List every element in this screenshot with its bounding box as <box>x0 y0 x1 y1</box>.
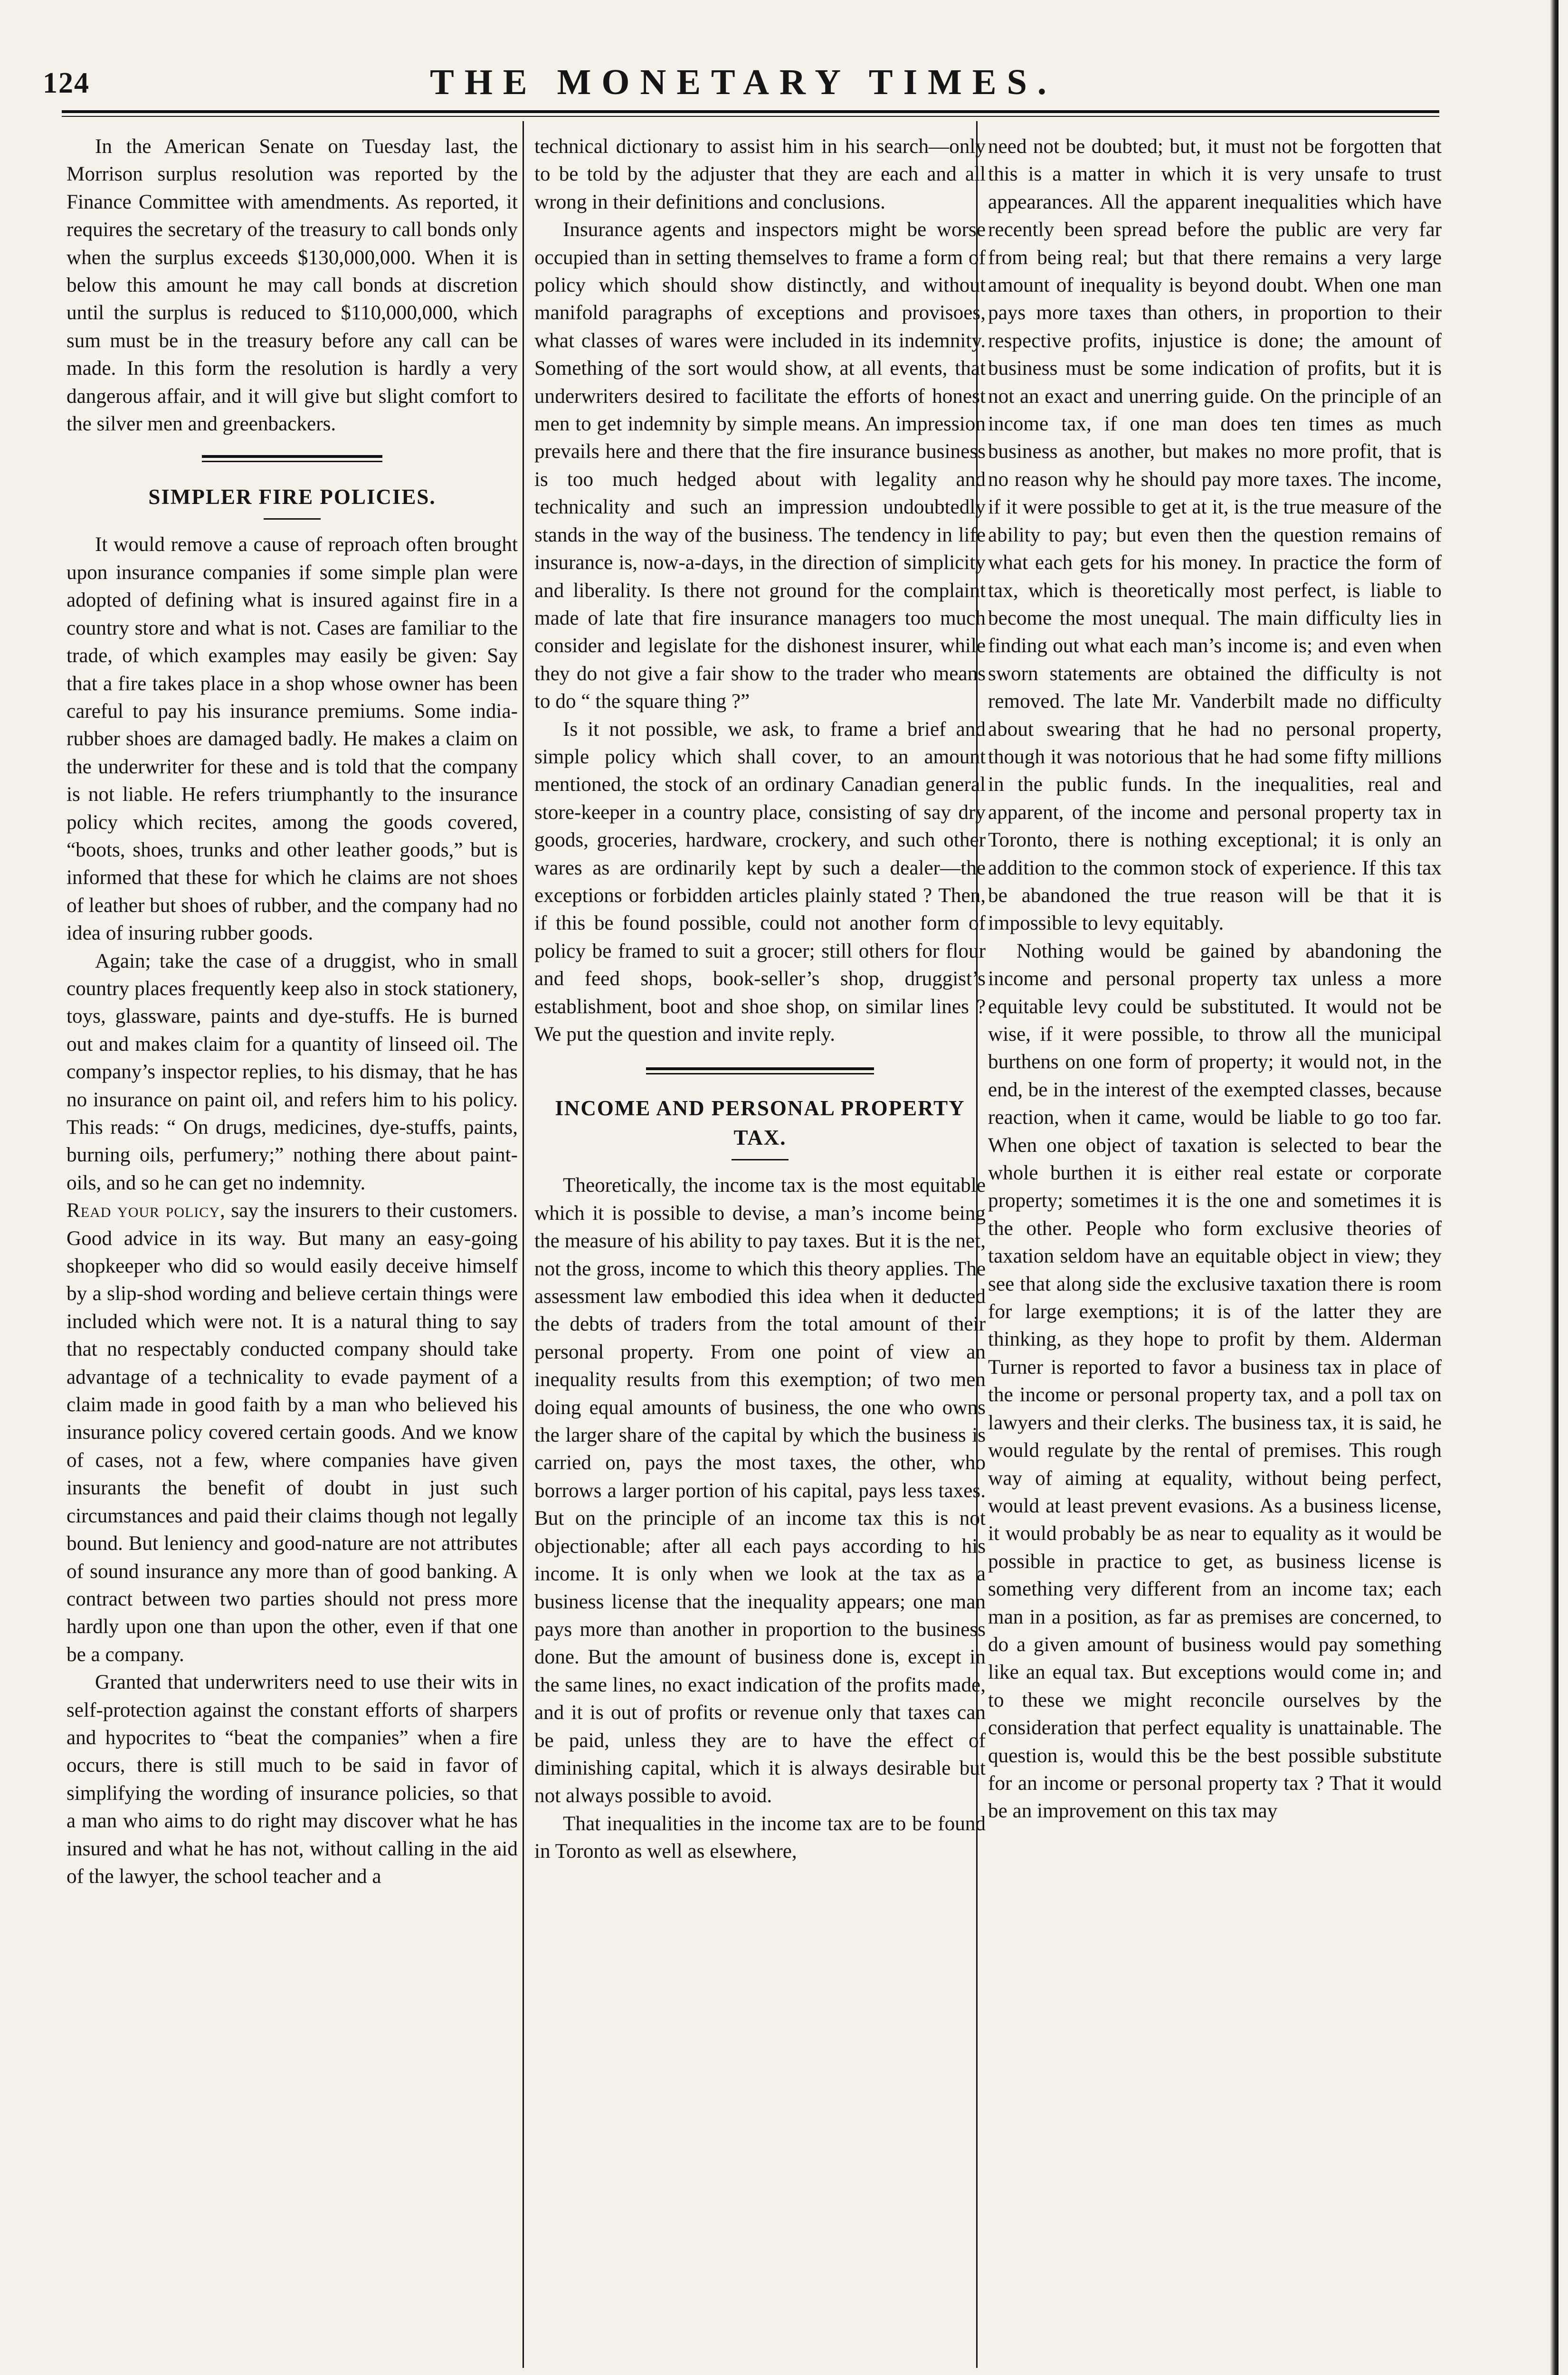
journal-title: THE MONETARY TIMES. <box>430 62 1057 102</box>
heading-rule <box>264 518 321 520</box>
column-left <box>67 133 518 2361</box>
article-paragraph: Is it not possible, we ask, to frame a brief and simple policy which shall cover, to an amount mentioned, the stock of an ordinary Canadian general store-keeper in a country place, consisting of say dry goods, groceries, hardware, crockery, and such other wares as are ordinarily kept by such a dealer—the exceptions or forbidden articles plainly stated ? Then, if this be found possible, could not another form of policy be framed to suit a grocer; still others for flour and feed shops, book-seller’s shop, druggist’s establishment, boot and shoe shop, on similar lines ? We put the question and invite reply. <box>534 718 986 1045</box>
page-edge-shadow <box>1550 0 1558 2375</box>
article-paragraph <box>67 1197 518 1669</box>
paragraph-text: say the insurers to their customers. Good advice in its way. But many an easy-going shopkeeper who did so would easily deceive himself by a slip-shod wording and believe certain things were included which were not. It is a natural thing to say that no respectably conducted company should take advantage of a technicality to evade payment of a claim made in good faith by a man who believed his insurance policy covered certain goods. And we know of cases, not a few, where companies have given insurants the benefit of doubt in just such circumstances and paid their claims though not legally bound. But leniency and good-nature are not attributes of sound insurance any more than of good banking. A contract between two parties should not press more hardly upon one than upon the other, even if that one be a company. <box>67 1199 518 1666</box>
article-paragraph: That inequalities in the income tax are to be found in Toronto as well as elsewhere, <box>534 1812 986 1863</box>
section-divider <box>646 1067 874 1074</box>
senate-paragraph: In the American Senate on Tuesday last, the Morrison surplus resolution was reported by the Finance Committee with amendments. As reported, it requires the secretary of the treasury to call bonds only when the surplus exceeds $130,000,000. When it is below this amount he may call bonds at discretion until the surplus is reduced to $110,000,000, which sum must be in the treasury before any call can be made. In this form the resolution is hardly a very dangerous affair, and it will give but slight comfort to the silver men and greenbackers. <box>67 135 518 436</box>
article-paragraph: Insurance agents and inspectors might be worse occupied than in setting themselves to frame a form of policy which should show distinctly, and without manifold paragraphs of exceptions and provisoes, what classes of wares were included in its indemnity. Something of the sort would show, at all events, that underwriters desired to facilitate the efforts of honest men to get indemnity by simple means. An impression prevails here and there that the fire insurance business is too much hedged about with legality and technicality and such an impression undoubtedly stands in the way of the business. The tendency in life insurance is, now-a-days, in the direction of simplicity and liberality. Is there not ground for the complaint made of late that fire insurance managers too much consider and legislate for the dishonest insurer, while they do not give a fair show to the trader who means to do “ the square thing ?” <box>534 218 986 713</box>
masthead-rule <box>62 110 1439 117</box>
smallcaps-phrase: Read your policy, <box>67 1199 226 1222</box>
article-paragraph: It would remove a cause of reproach often brought upon insurance companies if some simple plan were adopted of defining what is insured against fire in a country store and what is not. Cases are familiar to the trade, of which examples may easily be given: Say that a fire takes place in a shop whose owner has been careful to pay his insurance premiums. Some india-rubber shoes are damaged badly. He makes a claim on the underwriter for these and is told that the company is not liable. He refers triumphantly to the insurance policy which recites, among the goods covered, “boots, shoes, trunks and other leather goods,” but is informed that these for which he claims are not shoes of leather but shoes of rubber, and the company had no idea of insuring rubber goods. <box>67 533 518 945</box>
article-paragraph: Again; take the case of a druggist, who in small country places frequently keep also in stock stationery, toys, glassware, paints and dye-stuffs. He is burned out and makes claim for a quantity of linseed oil. The company’s inspector replies, to his dismay, that he has no insurance on paint oil, and refers him to his policy. This reads: “ On drugs, medicines, dye-stuffs, paints, burning oils, perfumery;” nothing there about paint-oils, and so he can get no indemnity. <box>67 950 518 1194</box>
column-right <box>988 133 1442 2361</box>
page-number: 124 <box>43 67 90 99</box>
column-middle <box>534 133 986 2361</box>
article-heading-fire-policies: SIMPLER FIRE POLICIES. <box>148 485 436 509</box>
section-divider <box>202 455 382 462</box>
article-paragraph: Granted that underwriters need to use their wits in self-protection against the constant efforts of sharpers and hypocrites to “beat the companies” when a fire occurs, there is still much to be said in favor of simplifying the wording of insurance policies, so that a man who aims to do right may discover what he has insured and what he has not, without calling in the aid of the lawyer, the school teacher and a <box>67 1671 518 1888</box>
article-paragraph: Nothing would be gained by abandoning the income and personal property tax unless a more equitable levy could be substituted. It would not be wise, if it were possible, to throw all the municipal burthens on one form of property; it would not, in the end, be in the interest of the exempted classes, because reaction, when it came, would be liable to go too far. When one object of taxation is selected to bear the whole burthen it is either real estate or corporate property; sometimes it is the one and sometimes it is the other. People who form exclusive theories of taxation seldom have an equitable object in view; they see that along side the exclusive taxation there is room for large exemptions; it is of the latter they are thinking, as they hope to profit by them. Alderman Turner is reported to favor a business tax in place of the income or personal property tax, and a poll tax on lawyers and their clerks. The business tax, it is said, he would regulate by the rental of premises. This rough way of aiming at equality, without being perfect, would at least prevent evasions. As a business license, it would probably be as near to equality as it would be possible in practice to get, as business license is something very different from an income tax; each man in a position, as far as premises are concerned, to do a given amount of business would pay something like an equal tax. But exceptions would come in; and to these we might reconcile ourselves by the consideration that perfect equality is unattainable. The question is, would this be the best possible substitute for an income or personal property tax ? That it would be an improvement on this tax may <box>988 940 1442 1823</box>
column-divider <box>523 121 524 2368</box>
article-heading-income-tax: INCOME AND PERSONAL PROPERTY TAX. <box>555 1096 965 1150</box>
article-paragraph: technical dictionary to assist him in his search—only to be told by the adjuster that they are each and all wrong in their definitions and conclusions. <box>534 135 986 213</box>
article-paragraph: need not be doubted; but, it must not be forgotten that this is a matter in which it is very unsafe to trust appearances. All the apparent inequalities which have recently been spread before the public are very far from being real; but that there remains a very large amount of inequality is beyond doubt. When one man pays more taxes than others, in proportion to their respective profits, injustice is done; the amount of business must be some indication of profits, but it is not an exact and unerring guide. On the principle of an income tax, if one man does ten times as much business as another, but makes no more profit, that is no reason why he should pay more taxes. The income, if it were possible to get at it, is the true measure of the ability to pay; but even then the question remains of what each gets for his money. In practice the form of tax, which is theoretically most perfect, is liable to become the most unequal. The main difficulty lies in finding out what each man’s income is; and even when sworn statements are obtained the difficulty is not removed. The late Mr. Vanderbilt made no difficulty about swearing that he had no personal property, though it was notorious that he had some fifty millions in the public funds. In the inequalities, real and apparent, of the income and personal property tax in Toronto, there is nothing exceptional; it is only an addition to the common stock of experience. If this tax be abandoned the true reason will be that it is impossible to levy equitably. <box>988 135 1442 935</box>
article-paragraph: Theoretically, the income tax is the most equitable which it is possible to devise, a man’s income being the measure of his ability to pay taxes. But it is the net, not the gross, income to which this theory applies. The assessment law embodied this idea when it deducted the debts of traders from the total amount of their personal property. From one point of view an inequality results from this exemption; of two men doing equal amounts of business, the one who owns the larger share of the capital by which the business is carried on, pays the most taxes, the other, who borrows a larger portion of his capital, pays less taxes. But on the principle of an income tax this is not objectionable; after all each pays according to his income. It is only when we look at the tax as a business license that the inequality appears; one man pays more than another in proportion to the business done. But the amount of business done is, except in the same lines, no exact indication of the profits made, and it is out of profits or revenue only that taxes can be paid, unless they are to have the effect of diminishing capital, which it is always desirable but not always possible to avoid. <box>534 1174 986 1807</box>
heading-rule <box>732 1159 789 1160</box>
